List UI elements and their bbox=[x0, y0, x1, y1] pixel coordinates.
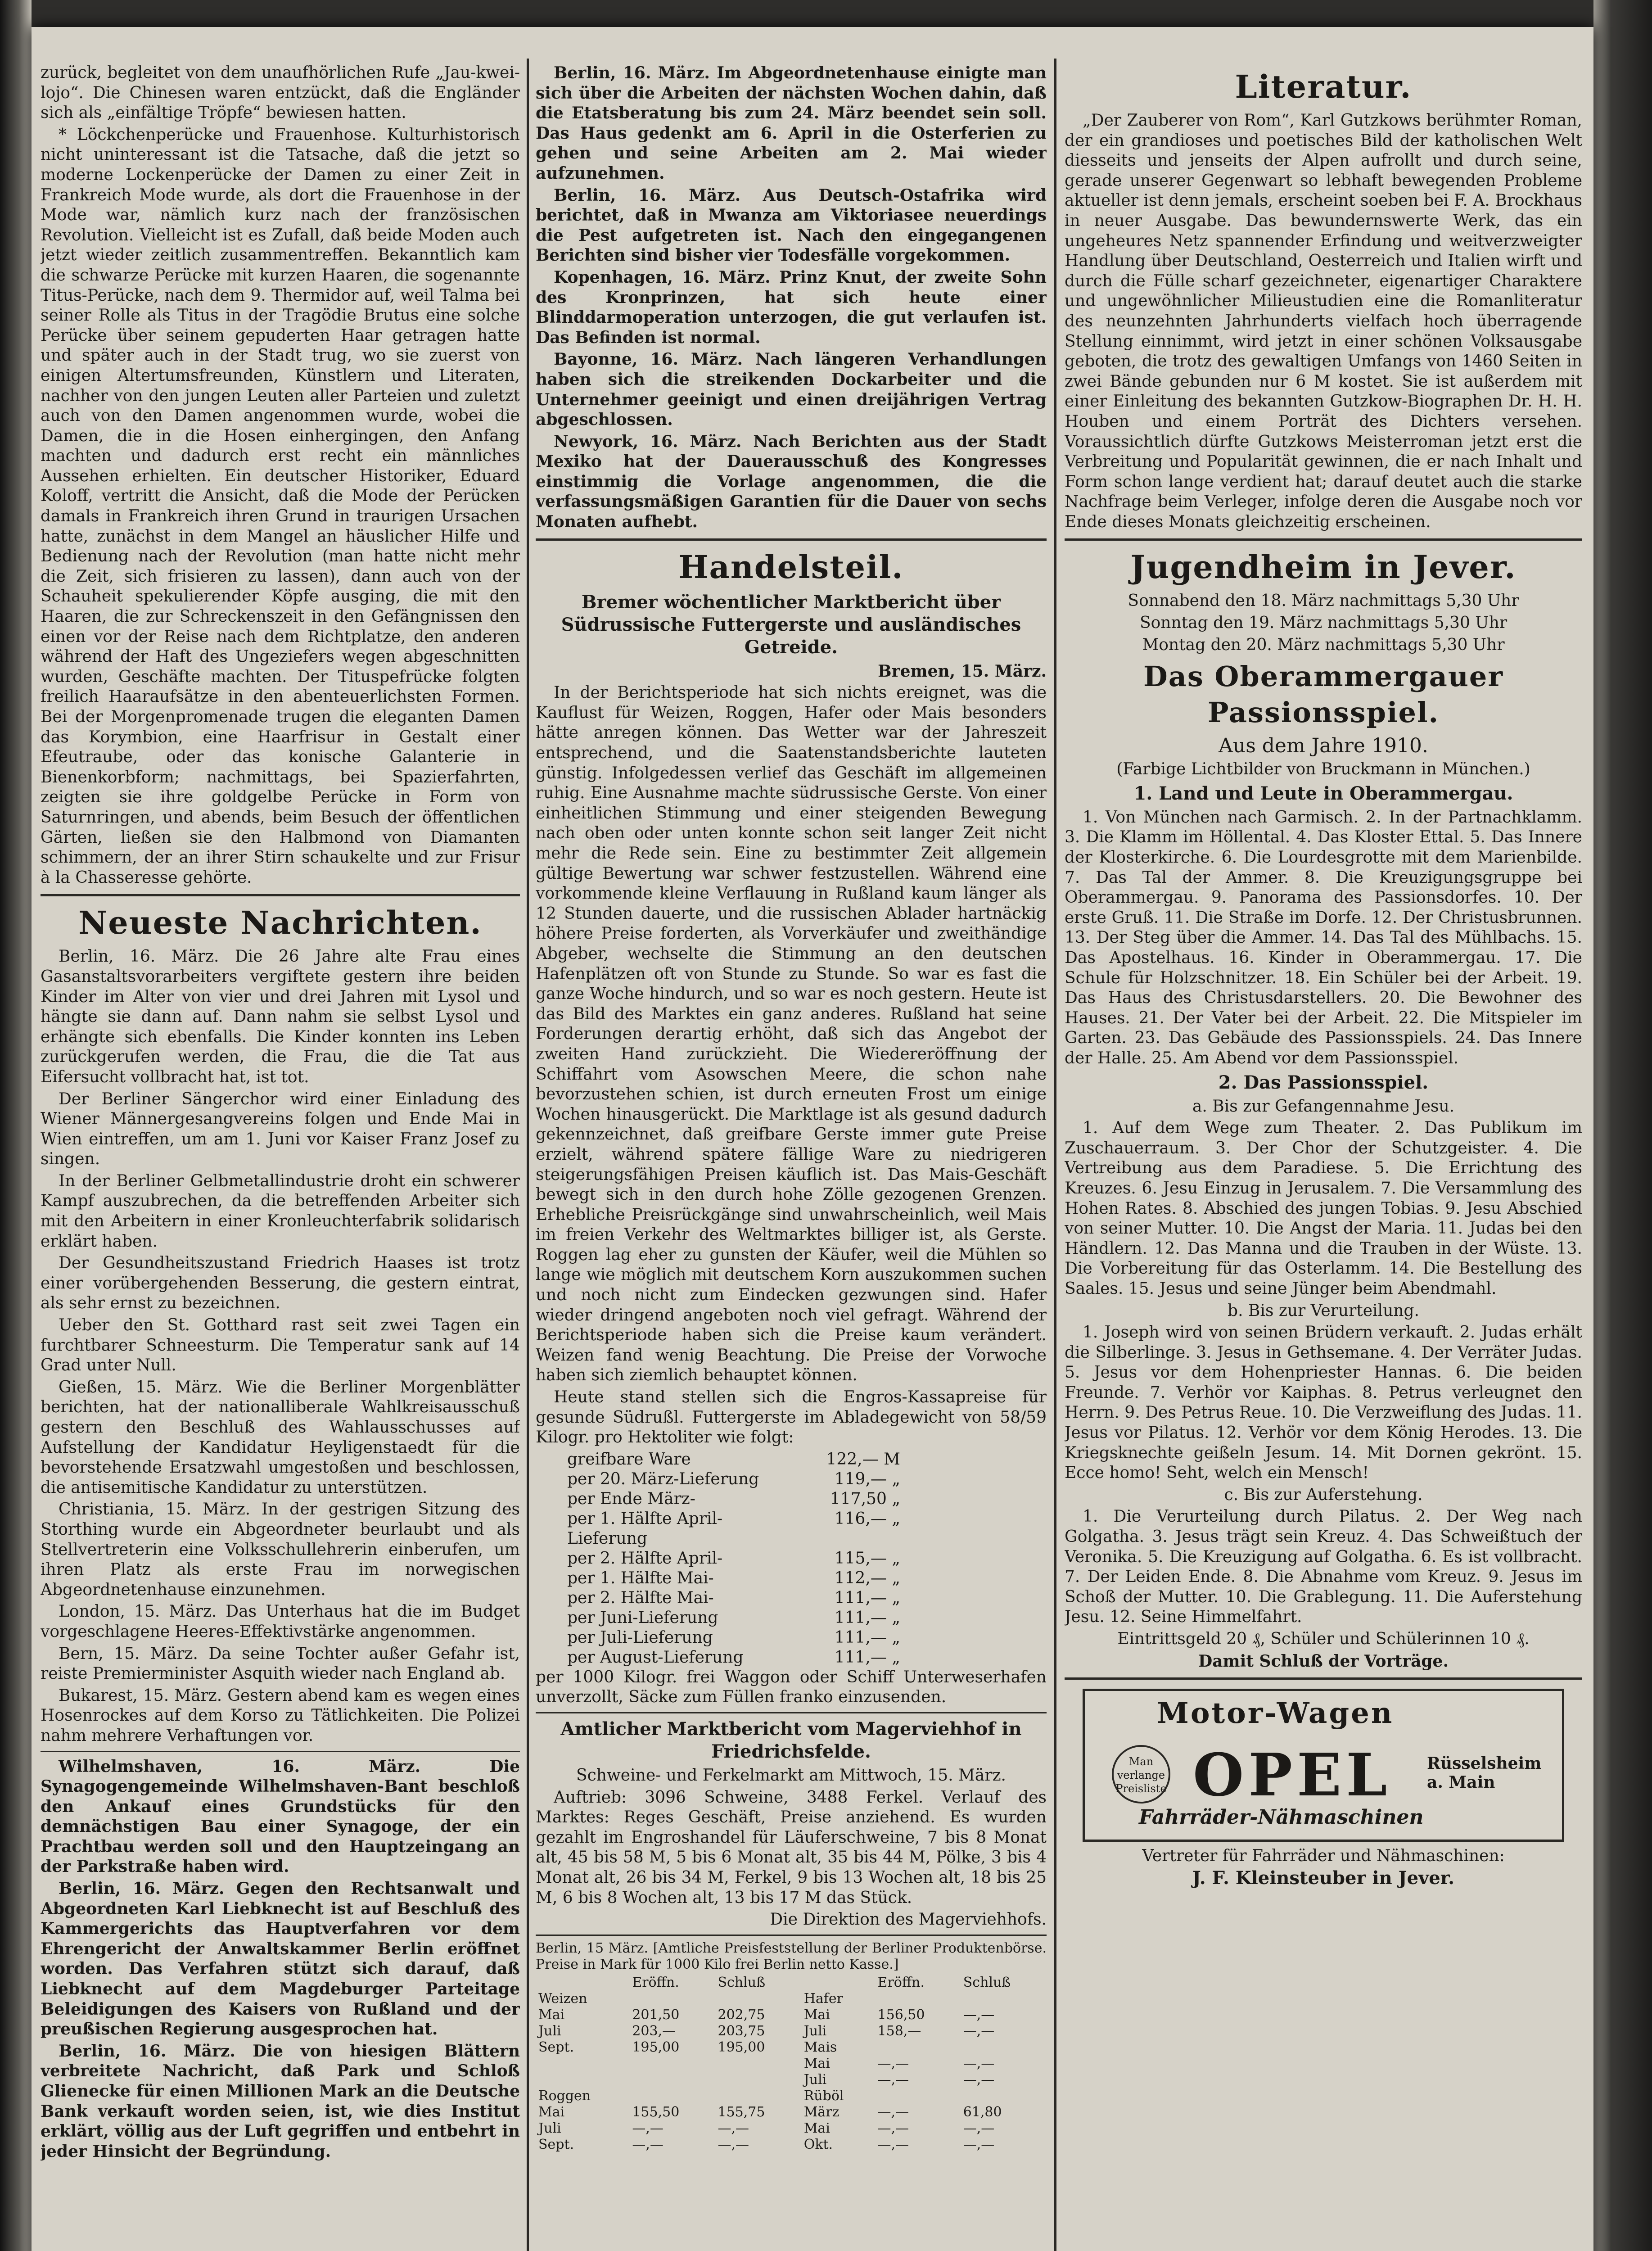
paragraph: * Löckchenperücke und Frauenhose. Kulturhistorisch nicht uninteressant ist die Tatsache, daß die jetzt so moderne Lockenperücke der Damen zu einer Zeit in Frankreich Mode wurde, als dort die Frauenhose in der Mode war, nämlich kurz nach der französischen Revolution. Vielleicht ist es Zufall, daß beide Moden auch jetzt wieder zeitlich zusammentreffen. Bekanntlich kam die schwarze Perücke mit kurzen Haaren, die sogenannte Titus-Perücke, nach dem 9. Thermidor auf, weil Talma bei seiner Rolle als Titus in der Tragödie Brutus eine solche Perücke über seinem gepuderten Haar getragen hatte und später auch in der Stadt trug, wo sie zuerst von einigen Altertumsfreunden, Künstlern und Literaten, nachher von den jungen Leuten aller Parteien und zuletzt auch von den Damen angenommen wurde, wobei die Damen, die in die Hosen einhergingen, den Anfang machten und dadurch erst recht ein männliches Aussehen erhielten. Ein deutscher Historiker, Eduard Koloff, vertritt die Ansicht, daß die Mode der Perücken damals in Frankreich ihren Grund in traurigen Ursachen hatte, zunächst in dem Mangel an häuslicher Hilfe und Bedienung nach der Revolution (man hatte nicht mehr die Zeit, sich frisieren zu lassen), dann auch von der Schauheit spekulierender Köpfe ausging, die mit den Haaren, die zur Schreckenszeit in den Gefängnissen den einen vor der Reise nach dem Richtplatze, den anderen während der Haft des Ungeziefers wegen abgeschnitten wurden, Geschäfte machten. Der Tituspefrücke folgten freilich Haaraufsätze in den abenteuerlichsten Formen. Bei der Morgenpromenade trugen die eleganten Damen das Korymbion, eine Haarfrisur in Gestalt einer Efeutraube, oder das konische Galanterie in Bienenkorbform; nachmittags, bei Spazierfahrten, zeigten sie ihre goldgelbe Perücke in Form von Saturnringen, und abends, beim Besuch der öffentlichen Gärten, ließen sie den Halbmond von Diamanten schimmern, der an ihrer Stirn schaukelte und zur Frisur à la Chasseresse gehörte. bbox=[41, 125, 520, 887]
price-label: per 1. Hälfte April-Lieferung bbox=[567, 1509, 723, 1548]
news-item: Der Gesundheitszustand Friedrich Haases ist trotz einer vorübergehenden Besserung, die gestern eintrat, als sehr ernst zu bezeichnen. bbox=[41, 1254, 520, 1313]
report-title: Amtlicher Marktbericht vom Magerviehhof in Friedrichsfelde. bbox=[560, 1718, 1022, 1762]
table-cell bbox=[536, 1975, 629, 1991]
opel-advertisement bbox=[1083, 1689, 1564, 1842]
divider bbox=[41, 1751, 520, 1752]
divider bbox=[536, 1712, 1047, 1713]
table-cell: Juli bbox=[538, 2023, 561, 2039]
price-value: 117,50 „ bbox=[830, 1489, 900, 1508]
column-right bbox=[1065, 63, 1582, 2251]
price-label: per 20. März-Lieferung bbox=[567, 1469, 759, 1488]
table-row bbox=[536, 2072, 1047, 2088]
event-date: Sonntag den 19. März nachmittags 5,30 Uhr bbox=[1139, 614, 1508, 633]
subpart-title: a. Bis zur Gefangennahme Jesu. bbox=[1192, 1097, 1455, 1116]
table-header: Schluß bbox=[963, 1974, 1011, 1990]
table-cell: —,— bbox=[963, 2023, 995, 2039]
table-cell: —,— bbox=[718, 2136, 749, 2152]
table-cell bbox=[715, 2088, 801, 2104]
section-heading: Neueste Nachrichten. bbox=[78, 904, 482, 942]
table-cell bbox=[629, 1991, 715, 2007]
section-heading: Jugendheim in Jever. bbox=[1130, 548, 1517, 586]
table-cell: —,— bbox=[877, 2071, 909, 2088]
paragraph: In der Berichtsperiode hat sich nichts ereignet, was die Kauflust für Weizen, Roggen, Hafer oder Mais besonders hätte anregen können. Das Wetter war der Jahreszeit entsprechend, und die Saatenstandsberichte lauteten günstig. Infolgedessen verlief das Geschäft im allgemeinen ruhig. Eine Ausnahme machte südrussische Gerste. Von einer einheitlichen Stimmung und einer steigenden Bewegung nach oben oder unten konnte schon seit langer Zeit nicht mehr die Rede sein. Eine zu bestimmter Zeit allgemein gültige Bewertung war schwer festzustellen. Während eine vorkommende kleine Verflauung in Rußland kaum länger als 12 Stunden dauerte, und die russischen Ablader hartnäckig höhere Preise forderten, als Vorverkäufer und zweithändige Abgeber, wechselte die Stimmung an den deutschen Hafenplätzen oft von Stunde zu Stunde. So war es fast die ganze Woche hindurch, und so war es noch gestern. Heute ist das Bild des Marktes ein ganz anderes. Rußland hat seine Forderungen derartig erhöht, daß sich das Angebot der zweiten Hand zurückzieht. Die Wiedereröffnung der Schiffahrt vom Asowschen Meere, die schon nahe bevorzustehen schien, ist durch erneuten Frost um einige Wochen hinausgerückt. Die Marktlage ist als gesund dadurch gekennzeichnet, daß greifbare Gerste immer gute Preise erzielt, während spätere fällige Ware zu niedrigeren steigerungsfähigen Preisen käuflich ist. Das Mais-Geschäft bewegt sich in den durch hohe Zölle gezogenen Grenzen. Erhebliche Preisrückgänge sind unwahrscheinlich, weil Mais im freien Verkehr des Weltmarktes billiger ist, als Gerste. Roggen lag eher zu gunsten der Käufer, weil die Mühlen so lange wie möglich mit deutschem Korn auszukommen suchen und noch nicht zum Eindecken gezwungen sind. Hafer wieder dringend angeboten noch viel gefragt. Während der Berichtsperiode haben sich die Preise kaum verändert. Weizen fand wenig Beachtung. Die Preise der Vorwoche haben sich ziemlich behauptet können. bbox=[536, 683, 1047, 1385]
news-item: Berlin, 16. März. Im Abgeordnetenhause einigte man sich über die Arbeiten der nächsten Wochen dahin, daß die Etatsberatung bis zum 24. März beendet sein soll. Das Haus gedenkt am 6. April in die Osterferien zu gehen und seine Arbeiten am 2. Mai wieder aufzunehmen. bbox=[536, 63, 1047, 183]
column-rule bbox=[1054, 59, 1056, 2251]
price-label: per 1. Hälfte Mai- bbox=[567, 1568, 714, 1587]
column-rule bbox=[527, 59, 529, 2251]
table-cell: —,— bbox=[963, 2071, 995, 2088]
news-item: Der Berliner Sängerchor wird einer Einladung des Wiener Männergesangvereins folgen und Ende Mai in Wien eintreffen, um am 1. Juni vor Kaiser Franz Josef zu singen. bbox=[41, 1089, 520, 1169]
table-cell bbox=[536, 2056, 629, 2072]
table-cell: Rüböl bbox=[803, 2088, 844, 2104]
news-item: Christiania, 15. März. In der gestrigen Sitzung des Storthing wurde ein Abgeordneter beurlaubt und als Stellvertreterin eine Volksschullehrerin einberufen, um ihren Platz als erste Frau im norwegischen Abgeordnetenhause einzunehmen. bbox=[41, 1500, 520, 1599]
table-cell: Roggen bbox=[538, 2088, 591, 2104]
table-cell: —,— bbox=[718, 2120, 749, 2136]
report-title: Bremer wöchentlicher Marktbericht über Südrussische Futtergerste und ausländisches Getreide. bbox=[561, 591, 1021, 658]
table-cell bbox=[715, 2072, 801, 2088]
table-row bbox=[536, 2023, 1047, 2039]
table-cell bbox=[875, 1991, 961, 2007]
table-header: Schluß bbox=[718, 1974, 766, 1990]
event-date: Sonnabend den 18. März nachmittags 5,30 Uhr bbox=[1128, 592, 1519, 610]
table-cell: März bbox=[803, 2104, 840, 2120]
price-value: 112,— „ bbox=[834, 1568, 900, 1587]
section-heading: Handelsteil. bbox=[678, 548, 904, 586]
table-cell: Mai bbox=[803, 2007, 830, 2023]
table-cell: Mai bbox=[803, 2120, 830, 2136]
price-value: 116,— „ bbox=[834, 1509, 900, 1528]
table-cell bbox=[961, 2039, 1047, 2056]
table-cell: 156,50 bbox=[877, 2007, 925, 2023]
paragraph: Auftrieb: 3096 Schweine, 3488 Ferkel. Verlauf des Marktes: Reges Geschäft, Preise anziehend. Es wurden gezahlt im Engroshandel für Läuferschweine, 7 bis 8 Monat alt, 45 bis 58 M, 5 bis 6 Monat alt, 35 bis 44 M, Pölke, 3 bis 4 Monat alt, 26 bis 34 M, Ferkel, 9 bis 13 Wochen alt, 18 bis 25 M, 6 bis 8 Wochen alt, 13 bis 17 M das Stück. bbox=[536, 1788, 1047, 1907]
news-item: Gießen, 15. März. Wie die Berliner Morgenblätter berichten, hat der nationalliberale Wahlkreisausschuß gestern den Beschluß des Wahlausschusses auf Aufstellung der Kandidatur Heyligenstaedt für die bevorstehende Ersatzwahl umgestoßen und beschlossen, die antisemitische Kandidatur zu unterstützen. bbox=[41, 1378, 520, 1497]
price-list bbox=[536, 1450, 1047, 1668]
ad-products: Fahrräder-Nähmaschinen bbox=[1139, 1806, 1424, 1829]
event-note: (Farbige Lichtbilder von Bruckmann in München.) bbox=[1116, 760, 1530, 779]
table-header: Eröffn. bbox=[877, 1974, 925, 1990]
ad-heading: Motor-Wagen bbox=[1157, 1696, 1394, 1731]
table-cell: Sept. bbox=[538, 2136, 574, 2152]
price-row bbox=[536, 1608, 1047, 1628]
exchange-table bbox=[536, 1975, 1047, 2153]
price-row bbox=[536, 1549, 1047, 1568]
ad-badge: Man verlange Preisliste bbox=[1112, 1745, 1170, 1804]
paragraph: Heute stand stellen sich die Engros-Kassapreise für gesunde Südrußl. Futtergerste im Abladegewicht von 58/59 Kilogr. pro Hektoliter wie folgt: bbox=[536, 1388, 1047, 1447]
table-cell: —,— bbox=[963, 2007, 995, 2023]
price-label: per 2. Hälfte Mai- bbox=[567, 1588, 714, 1607]
price-row bbox=[536, 1489, 1047, 1509]
news-item: Bern, 15. März. Da seine Tochter außer Gefahr ist, reiste Premierminister Asquith wieder nach England ab. bbox=[41, 1644, 520, 1683]
news-item: Berlin, 16. März. Die von hiesigen Blättern verbreitete Nachricht, daß Park und Schloß Glienecke für einen Millionen Mark an die Deutsche Bank verkauft worden seien, ist, wie dies Institut erklärt, völlig aus der Luft gegriffen und entbehrt in jeder Hinsicht der Begründung. bbox=[41, 2041, 520, 2161]
price-label: per August-Lieferung bbox=[567, 1648, 744, 1667]
price-label: greifbare Ware bbox=[567, 1450, 691, 1469]
news-item: Berlin, 16. März. Aus Deutsch-Ostafrika wird berichtet, daß in Mwanza am Viktoriasee neuerdings die Pest aufgetreten ist. Nach den eingegangenen Berichten sind bisher vier Todesfälle vorgekommen. bbox=[536, 185, 1047, 265]
event-year: Aus dem Jahre 1910. bbox=[1219, 734, 1428, 758]
table-row bbox=[536, 2104, 1047, 2120]
news-item: Ueber den St. Gotthard rast seit zwei Tagen ein furchtbarer Schneesturm. Die Temperatur sank auf 14 Grad unter Null. bbox=[41, 1316, 520, 1375]
table-cell: 155,75 bbox=[718, 2104, 765, 2120]
news-item: Bukarest, 15. März. Gestern abend kam es wegen eines Hosenrockes auf dem Korso zu Tätlichkeiten. Die Polizei nahm mehrere Verhaftungen vor. bbox=[41, 1686, 520, 1745]
table-cell bbox=[715, 2056, 801, 2072]
paragraph: per 1000 Kilogr. frei Waggon oder Schiff Unterweserhafen unverzollt, Säcke zum Füllen franko einzusenden. bbox=[536, 1668, 1047, 1707]
price-row bbox=[536, 1568, 1047, 1588]
table-cell: 158,— bbox=[877, 2023, 921, 2039]
table-header: Eröffn. bbox=[632, 1974, 679, 1990]
price-row bbox=[536, 1648, 1047, 1668]
table-cell: 202,75 bbox=[718, 2007, 765, 2023]
price-value: 111,— „ bbox=[834, 1588, 900, 1607]
table-cell: Juli bbox=[803, 2023, 827, 2039]
table-cell: —,— bbox=[877, 2104, 909, 2120]
news-item: Newyork, 16. März. Nach Berichten aus der Stadt Mexiko hat der Dauerausschuß des Kongresses einstimmig die Vorlage angenommen, die die verfassungsmäßigen Garantien für die Dauer von sechs Monaten aufhebt. bbox=[536, 432, 1047, 532]
table-cell: Juli bbox=[803, 2071, 827, 2088]
signature: Die Direktion des Magerviehhofs. bbox=[770, 1910, 1047, 1929]
table-cell bbox=[629, 2056, 715, 2072]
table-header-row bbox=[536, 1975, 1047, 1991]
table-cell: 155,50 bbox=[632, 2104, 680, 2120]
table-header bbox=[801, 1975, 875, 1991]
table-cell bbox=[961, 2088, 1047, 2104]
table-cell: 61,80 bbox=[963, 2104, 1002, 2120]
price-row bbox=[536, 1469, 1047, 1489]
table-cell: Mai bbox=[803, 2055, 830, 2071]
divider bbox=[536, 538, 1047, 541]
news-item: Bayonne, 16. März. Nach längeren Verhandlungen haben sich die streikenden Dockarbeiter und die Unternehmer geeinigt und einen dreijährigen Vertrag abgeschlossen. bbox=[536, 350, 1047, 429]
part-title: 1. Land und Leute in Oberammergau. bbox=[1133, 782, 1513, 804]
table-cell: —,— bbox=[632, 2136, 664, 2152]
exchange-heading: Berlin, 15 März. [Amtliche Preisfeststellung der Berliner Produktenbörse. Preise in Mark für 1000 Kilo frei Berlin netto Kasse.] bbox=[536, 1940, 1047, 1972]
news-item: Wilhelmshaven, 16. März. Die Synagogengemeinde Wilhelmshaven-Bant beschloß den Ankauf eines Grundstücks für den demnächstigen Bau einer Synagoge, der ein Prachtbau werden soll und den Hauptzeingang an der Parkstraße haben wird. bbox=[41, 1757, 520, 1876]
table-cell: —,— bbox=[963, 2120, 995, 2136]
price-row bbox=[536, 1588, 1047, 1608]
table-cell: Hafer bbox=[803, 1990, 843, 2007]
price-value: 111,— „ bbox=[834, 1628, 900, 1647]
price-value: 122,— M bbox=[826, 1450, 900, 1469]
table-cell: —,— bbox=[877, 2136, 909, 2152]
event-title: Das Oberammergauer Passionsspiel. bbox=[1143, 660, 1504, 729]
news-item: Berlin, 16. März. Gegen den Rechtsanwalt und Abgeordneten Karl Liebknecht ist auf Beschluß des Kammergerichts das Hauptverfahren vor dem Ehrengericht der Anwaltskammer Berlin eröffnet worden. Das Verfahren stützt sich darauf, daß Liebknecht auf dem Magdeburger Parteitage Beleidigungen des Kaisers von Rußland und der preußischen Regierung ausgesprochen hat. bbox=[41, 1879, 520, 2039]
table-cell: 203,75 bbox=[718, 2023, 765, 2039]
table-cell bbox=[629, 2088, 715, 2104]
table-row bbox=[536, 2056, 1047, 2072]
news-item: Berlin, 16. März. Die 26 Jahre alte Frau eines Gasanstaltsvorarbeiters vergiftete gestern ihre beiden Kinder im Alter von vier und drei Jahren mit Lysol und hängte sie dann auf. Dann nahm sie selbst Lysol und erhängte sich ebenfalls. Die Kinder konnten ins Leben zurückgerufen werden, die Frau, die die Tat aus Eifersucht vollbracht hat, ist tot. bbox=[41, 947, 520, 1086]
table-cell: Sept. bbox=[538, 2039, 574, 2055]
divider bbox=[1065, 1677, 1582, 1680]
part-title: 2. Das Passionsspiel. bbox=[1218, 1071, 1429, 1093]
ad-rep-line: Vertreter für Fahrräder und Nähmaschinen: bbox=[1142, 1847, 1505, 1866]
column-left bbox=[41, 63, 520, 2251]
closing-note: Damit Schluß der Vorträge. bbox=[1198, 1651, 1449, 1671]
table-cell bbox=[961, 1991, 1047, 2007]
price-row bbox=[536, 1628, 1047, 1648]
price-label: per 2. Hälfte April- bbox=[567, 1549, 723, 1568]
price-row bbox=[536, 1509, 1047, 1549]
section-heading: Literatur. bbox=[1235, 68, 1412, 105]
scan-edge-left bbox=[0, 0, 32, 2251]
table-cell: 195,00 bbox=[718, 2039, 765, 2055]
divider bbox=[41, 894, 520, 896]
subpart-title: c. Bis zur Auferstehung. bbox=[1224, 1485, 1423, 1504]
table-row bbox=[536, 2088, 1047, 2104]
price-value: 119,— „ bbox=[834, 1469, 900, 1488]
table-cell: Mai bbox=[538, 2007, 565, 2023]
table-cell bbox=[875, 2088, 961, 2104]
table-cell: —,— bbox=[963, 2055, 995, 2071]
subpart-title: b. Bis zur Verurteilung. bbox=[1228, 1301, 1419, 1320]
paragraph: 1. Die Verurteilung durch Pilatus. 2. Der Weg nach Golgatha. 3. Jesus trägt sein Kreuz. 4. Das Schweißtuch der Veronika. 5. Die Kreuzigung auf Golgatha. 6. Es ist vollbracht. 7. Der Leiden Ende. 8. Die Abnahme vom Kreuz. 9. Jesus im Schoß der Mutter. 10. Die Grablegung. 11. Die Auferstehung Jesu. 12. Seine Himmelfahrt. bbox=[1065, 1507, 1582, 1627]
price-label: per Juni-Lieferung bbox=[567, 1608, 718, 1627]
table-cell: 201,50 bbox=[632, 2007, 680, 2023]
price-value: 111,— „ bbox=[834, 1608, 900, 1627]
table-cell bbox=[715, 1991, 801, 2007]
divider bbox=[536, 1935, 1047, 1936]
news-item: London, 15. März. Das Unterhaus hat die im Budget vorgeschlagene Heeres-Effektivstärke angenommen. bbox=[41, 1602, 520, 1641]
table-cell: —,— bbox=[963, 2136, 995, 2152]
table-cell: —,— bbox=[632, 2120, 664, 2136]
paragraph: zurück, begleitet von dem unaufhörlichen Rufe „Jau-kwei-lojo“. Die Chinesen waren entzückt, daß die Engländer sich als „einfältige Tröpfe“ bewiesen hatten. bbox=[41, 63, 520, 122]
table-cell: Weizen bbox=[538, 1990, 587, 2007]
paragraph: „Der Zauberer von Rom“, Karl Gutzkows berühmter Roman, der ein grandioses und poetisches Bild der katholischen Welt diesseits und jenseits der Alpen aufrollt und durch seine, gerade unserer Gegenwart so lebhaft bewegenden Probleme aktueller ist denn jemals, erscheint soeben bei F. A. Brockhaus in neuer Ausgabe. Das bewundernswerte Werk, das ein ungeheures Netz spannender Erfindung und weitverzweigter Handlung über Deutschland, Oesterreich und Italien wirft und durch die Fülle scharf gezeichneter, eigenartiger Charaktere und ungewöhnlicher Milieustudien eine die Romanliteratur des neunzehnten Jahrhunderts vielfach hoch überragende Stellung einnimmt, wird jetzt in einer schönen Volksausgabe geboten, die trotz des gewaltigen Umfangs von 1460 Seiten in zwei Bände gebunden nur 6 M kostet. Sie ist außerdem mit einer Einleitung des bekannten Gutzkow-Biographen Dr. H. H. Houben und einem Porträt des Dichters versehen. Voraussichtlich dürfte Gutzkows Meisterroman jetzt erst die Verbreitung und Popularität gewinnen, die er nach Inhalt und Form schon lange verdient hat; darauf deutet auch die starke Nachfrage beim Verleger, infolge deren die Ausgabe noch vor Ende dieses Monats gleichzeitig erscheinen. bbox=[1065, 111, 1582, 531]
paragraph: 1. Von München nach Garmisch. 2. In der Partnachklamm. 3. Die Klamm im Höllental. 4. Das Kloster Ettal. 5. Das Innere der Klosterkirche. 6. Die Lourdesgrotte mit dem Marienbilde. 7. Das Tal der Ammer. 8. Die Kreuzigungsgruppe bei Oberammergau. 9. Panorama des Passionsdorfes. 10. Der erste Gruß. 11. Die Straße im Dorfe. 12. Der Christusbrunnen. 13. Der Steg über die Ammer. 14. Das Tal des Mühlbachs. 15. Das Apostelhaus. 16. Kinder in Oberammergau. 17. Die Schule für Holzschnitzer. 18. Ein Schüler bei der Arbeit. 19. Das Haus des Christusdarstellers. 20. Die Bewohner des Hauses. 21. Der Vater bei der Arbeit. 22. Die Mitspieler im Garten. 23. Das Gebäude des Passionsspiels. 24. Das Innere der Halle. 25. Am Abend vor dem Passionsspiel. bbox=[1065, 808, 1582, 1067]
news-item: In der Berliner Gelbmetallindustrie droht ein schwerer Kampf auszubrechen, da die betreffenden Arbeiter sich mit den Arbeitern in einer Kronleuchterfabrik solidarisch erklärt haben. bbox=[41, 1171, 520, 1251]
paragraph: 1. Joseph wird von seinen Brüdern verkauft. 2. Judas erhält die Silberlinge. 3. Jesus in Gethsemane. 4. Der Verräter Judas. 5. Jesus vor dem Hohenpriester Hannas. 6. Die beiden Freunde. 7. Verhör vor Kaiphas. 8. Petrus verleugnet den Herrn. 9. Des Petrus Reue. 10. Die Verzweiflung des Judas. 11. Jesus vor Pilatus. 12. Verhör vor dem König Herodes. 13. Die Kriegsknechte geißeln Jesum. 14. Mit Dornen gekrönt. 15. Ecce homo! Seht, welch ein Mensch! bbox=[1065, 1323, 1582, 1483]
table-cell: —,— bbox=[877, 2120, 909, 2136]
table-row bbox=[536, 1991, 1047, 2007]
ad-dealer: J. F. Kleinsteuber in Jever. bbox=[1192, 1867, 1455, 1889]
table-cell: Okt. bbox=[803, 2136, 833, 2152]
price-label: per Juli-Lieferung bbox=[567, 1628, 713, 1647]
table-cell bbox=[629, 2072, 715, 2088]
table-row bbox=[536, 2007, 1047, 2023]
paragraph: 1. Auf dem Wege zum Theater. 2. Das Publikum im Zuschauerraum. 3. Der Chor der Schutzgeister. 4. Die Vertreibung aus dem Paradiese. 5. Die Errichtung des Kreuzes. 6. Jesu Einzug in Jerusalem. 7. Die Versammlung des Hohen Rates. 8. Abschied des jungen Tobias. 9. Jesu Abschied von seiner Mutter. 10. Die Angst der Maria. 11. Judas bei den Händlern. 12. Das Manna und die Trauben in der Wüste. 13. Die Vorbereitung für das Osterlamm. 14. Die Bestellung des Saales. 15. Jesus und seine Jünger beim Abendmahl. bbox=[1065, 1119, 1582, 1298]
entrance-fee: Eintrittsgeld 20 ₰, Schüler und Schülerinnen 10 ₰. bbox=[1117, 1630, 1530, 1648]
table-cell bbox=[875, 2039, 961, 2056]
table-cell: Mais bbox=[803, 2039, 837, 2055]
news-item: Kopenhagen, 16. März. Prinz Knut, der zweite Sohn des Kronprinzen, hat sich heute einer Blinddarmoperation unterzogen, die gut verlaufen ist. Das Befinden ist normal. bbox=[536, 267, 1047, 347]
table-row bbox=[536, 2137, 1047, 2153]
newspaper-page bbox=[32, 27, 1593, 2251]
price-value: 111,— „ bbox=[834, 1648, 900, 1667]
table-cell: Juli bbox=[538, 2120, 561, 2136]
table-cell: Mai bbox=[538, 2104, 565, 2120]
ad-location: Rüsselsheim a. Main bbox=[1427, 1754, 1542, 1792]
divider bbox=[1065, 538, 1582, 541]
table-cell: 195,00 bbox=[632, 2039, 680, 2055]
table-row bbox=[536, 2039, 1047, 2056]
table-cell: 203,— bbox=[632, 2023, 676, 2039]
table-cell bbox=[536, 2072, 629, 2088]
event-date: Montag den 20. März nachmittags 5,30 Uhr bbox=[1142, 635, 1505, 654]
table-row bbox=[536, 2120, 1047, 2137]
opel-logo: OPEL bbox=[1193, 1740, 1392, 1810]
price-value: 115,— „ bbox=[834, 1549, 900, 1568]
table-cell: —,— bbox=[877, 2055, 909, 2071]
price-label: per Ende März- bbox=[567, 1489, 695, 1508]
scan-edge-right bbox=[1593, 0, 1652, 2251]
price-row bbox=[536, 1450, 1047, 1469]
dateline: Schweine- und Ferkelmarkt am Mittwoch, 15. März. bbox=[576, 1766, 1006, 1785]
dateline: Bremen, 15. März. bbox=[878, 661, 1047, 681]
column-middle bbox=[536, 63, 1047, 2251]
